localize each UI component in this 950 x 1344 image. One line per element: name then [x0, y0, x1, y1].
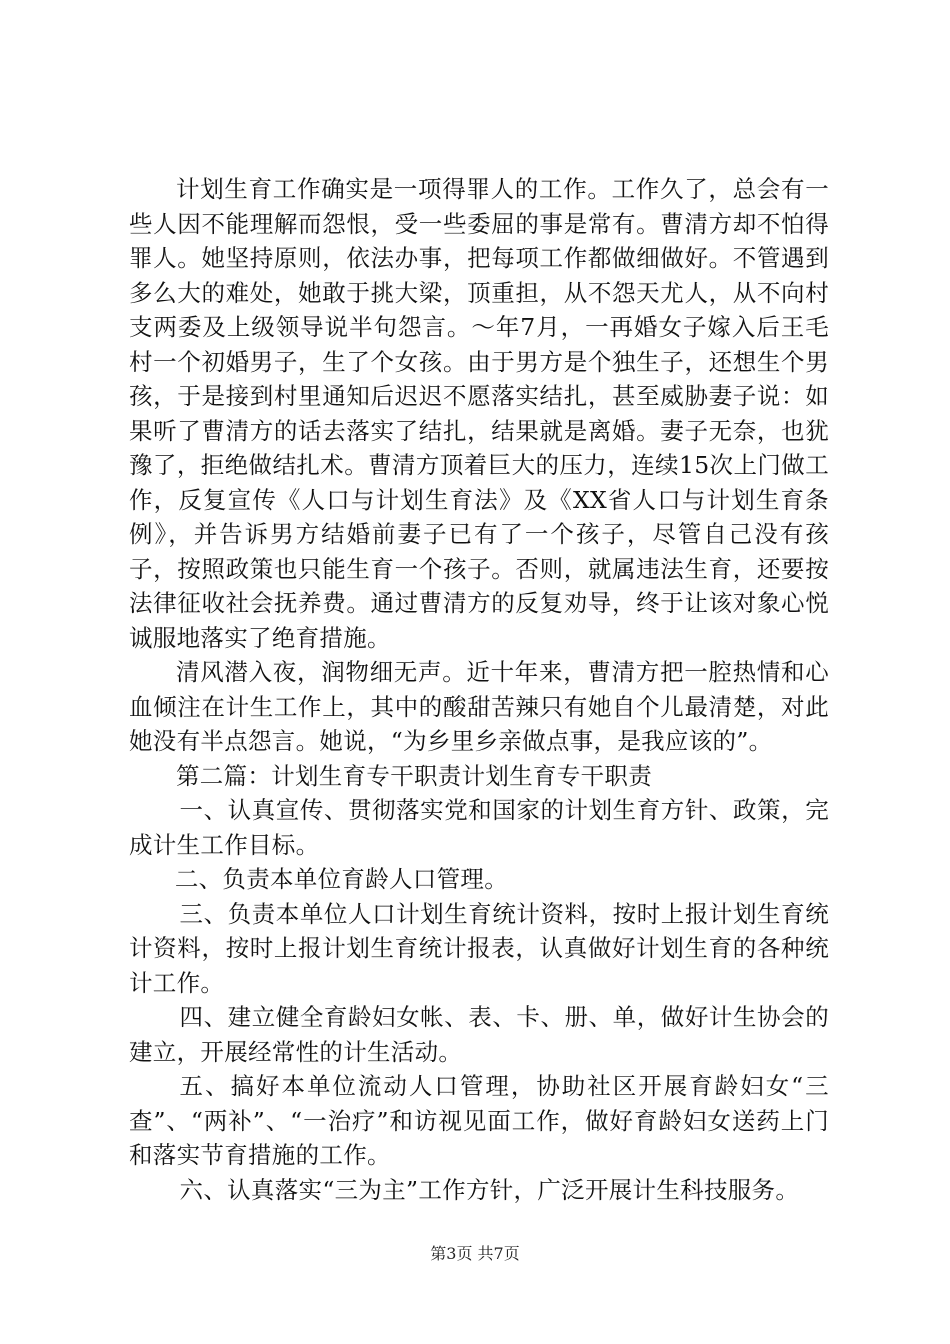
- paragraph-family-planning-work: 计划生育工作确实是一项得罪人的工作。工作久了，总会有一些人因不能理解而怨恨，受一些委屈的事是常有。曹清方却不怕得罪人。她坚持原则，依法办事，把每项工作都做细做好。不管遇到多么大的难处，她敢于挑大梁，顶重担，从不怨天尤人，从不向村支两委及上级领导说半句怨言。～年7月，一再婚女子嫁入后王毛村一个初婚男子，生了个女孩。由于男方是个独生子，还想生个男孩，于是接到村里通知后迟迟不愿落实结扎，甚至威胁妻子说：如果听了曹清方的话去落实了结扎，结果就是离婚。妻子无奈，也犹豫了，拒绝做结扎术。曹清方顶着巨大的压力，连续15次上门做工作，反复宣传《人口与计划生育法》及《XX省人口与计划生育条例》，并告诉男方结婚前妻子已有了一个孩子，尽管自己没有孩子，按照政策也只能生育一个孩子。否则，就属违法生育，还要按法律征收社会抚养费。通过曹清方的反复劝导，终于让该对象心悦诚服地落实了绝育措施。: [129, 175, 829, 652]
- page-number-footer: 第3页 共7页: [430, 1244, 520, 1263]
- duty-item-6: 六、认真落实“三为主”工作方针，广泛开展计生科技服务。: [179, 1175, 800, 1204]
- duty-item-3: 三、负责本单位人口计划生育统计资料，按时上报计划生育统计资料，按时上报计划生育统计报表，认真做好计划生育的各种统计工作。: [129, 899, 829, 997]
- duty-item-5: 五、搞好本单位流动人口管理，协助社区开展育龄妇女“三查”、“两补”、“一治疗”和访视见面工作，做好育龄妇女送药上门和落实节育措施的工作。: [129, 1072, 829, 1169]
- duty-item-1: 一、认真宣传、贯彻落实党和国家的计划生育方针、政策，完成计生工作目标。: [129, 796, 829, 859]
- paragraph-spring-breeze: 清风潜入夜，润物细无声。近十年来，曹清方把一腔热情和心血倾注在计生工作上，其中的酸甜苦辣只有她自个儿最清楚，对此她没有半点怨言。她说，“为乡里乡亲做点事，是我应该的”。: [129, 658, 829, 755]
- section-heading-second-part: 第二篇：计划生育专干职责计划生育专干职责: [176, 761, 652, 790]
- document-body: [129, 172, 829, 1207]
- duty-item-2: 二、负责本单位育龄人口管理。: [174, 865, 509, 893]
- duty-item-4: 四、建立健全育龄妇女帐、表、卡、册、单，做好计生协会的建立，开展经常性的计生活动。: [129, 1003, 829, 1066]
